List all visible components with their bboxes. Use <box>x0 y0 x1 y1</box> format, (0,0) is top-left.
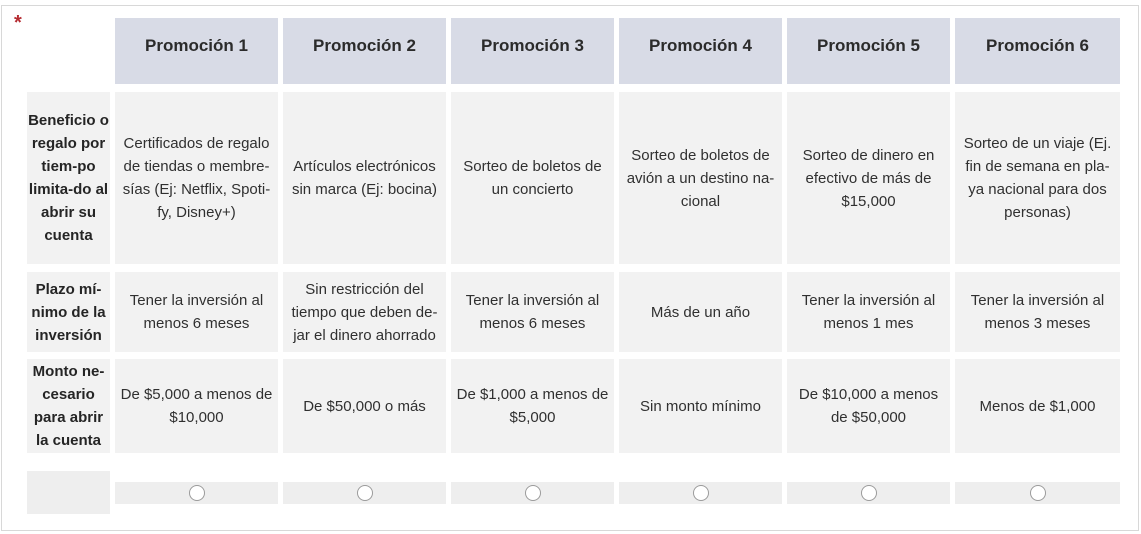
column-header-promocion-3: Promoción 3 <box>451 18 614 84</box>
attribute-cell: Sorteo de boletos de avión a un destino na-cional <box>619 92 782 264</box>
attribute-cell: Tener la inversión al menos 6 meses <box>115 272 278 352</box>
radio-promocion-1[interactable] <box>189 485 205 501</box>
radio-cell-3[interactable] <box>451 482 614 504</box>
column-header-promocion-2: Promoción 2 <box>283 18 446 84</box>
radio-promocion-2[interactable] <box>357 485 373 501</box>
radio-promocion-6[interactable] <box>1030 485 1046 501</box>
attribute-cell: Tener la inversión al menos 1 mes <box>787 272 950 352</box>
column-header-promocion-6: Promoción 6 <box>955 18 1120 84</box>
column-header-promocion-5: Promoción 5 <box>787 18 950 84</box>
attribute-cell: De $5,000 a menos de $10,000 <box>115 359 278 453</box>
radio-promocion-4[interactable] <box>693 485 709 501</box>
radio-cell-5[interactable] <box>787 482 950 504</box>
attribute-cell: Sorteo de dinero en efectivo de más de $15,000 <box>787 92 950 264</box>
attribute-cell: Sin monto mínimo <box>619 359 782 453</box>
attribute-cell: Sorteo de boletos de un concierto <box>451 92 614 264</box>
radio-promocion-3[interactable] <box>525 485 541 501</box>
attribute-cell: Artículos electrónicos sin marca (Ej: bocina) <box>283 92 446 264</box>
attribute-cell: Sorteo de un viaje (Ej. fin de semana en pla-ya nacional para dos personas) <box>955 92 1120 264</box>
selection-row-label <box>27 471 110 514</box>
attribute-cell: Sin restricción del tiempo que deben de-jar el dinero ahorrado <box>283 272 446 352</box>
column-header-promocion-1: Promoción 1 <box>115 18 278 84</box>
attribute-cell: De $10,000 a menos de $50,000 <box>787 359 950 453</box>
attribute-cell: Menos de $1,000 <box>955 359 1120 453</box>
radio-cell-1[interactable] <box>115 482 278 504</box>
radio-cell-4[interactable] <box>619 482 782 504</box>
column-header-promocion-4: Promoción 4 <box>619 18 782 84</box>
attribute-cell: Más de un año <box>619 272 782 352</box>
radio-cell-2[interactable] <box>283 482 446 504</box>
attribute-cell: Tener la inversión al menos 6 meses <box>451 272 614 352</box>
required-asterisk: * <box>14 12 22 34</box>
attribute-cell: Tener la inversión al menos 3 meses <box>955 272 1120 352</box>
radio-promocion-5[interactable] <box>861 485 877 501</box>
attribute-cell: De $1,000 a menos de $5,000 <box>451 359 614 453</box>
row-label-monto: Monto ne-cesario para abrir la cuenta <box>27 359 110 453</box>
radio-cell-6[interactable] <box>955 482 1120 504</box>
row-label-beneficio: Beneficio o regalo por tiem-po limita-do al abrir su cuenta <box>27 92 110 264</box>
attribute-cell: Certificados de regalo de tiendas o membre-sías (Ej: Netflix, Spoti-fy, Disney+) <box>115 92 278 264</box>
attribute-cell: De $50,000 o más <box>283 359 446 453</box>
row-label-plazo: Plazo mí-nimo de la inversión <box>27 272 110 352</box>
